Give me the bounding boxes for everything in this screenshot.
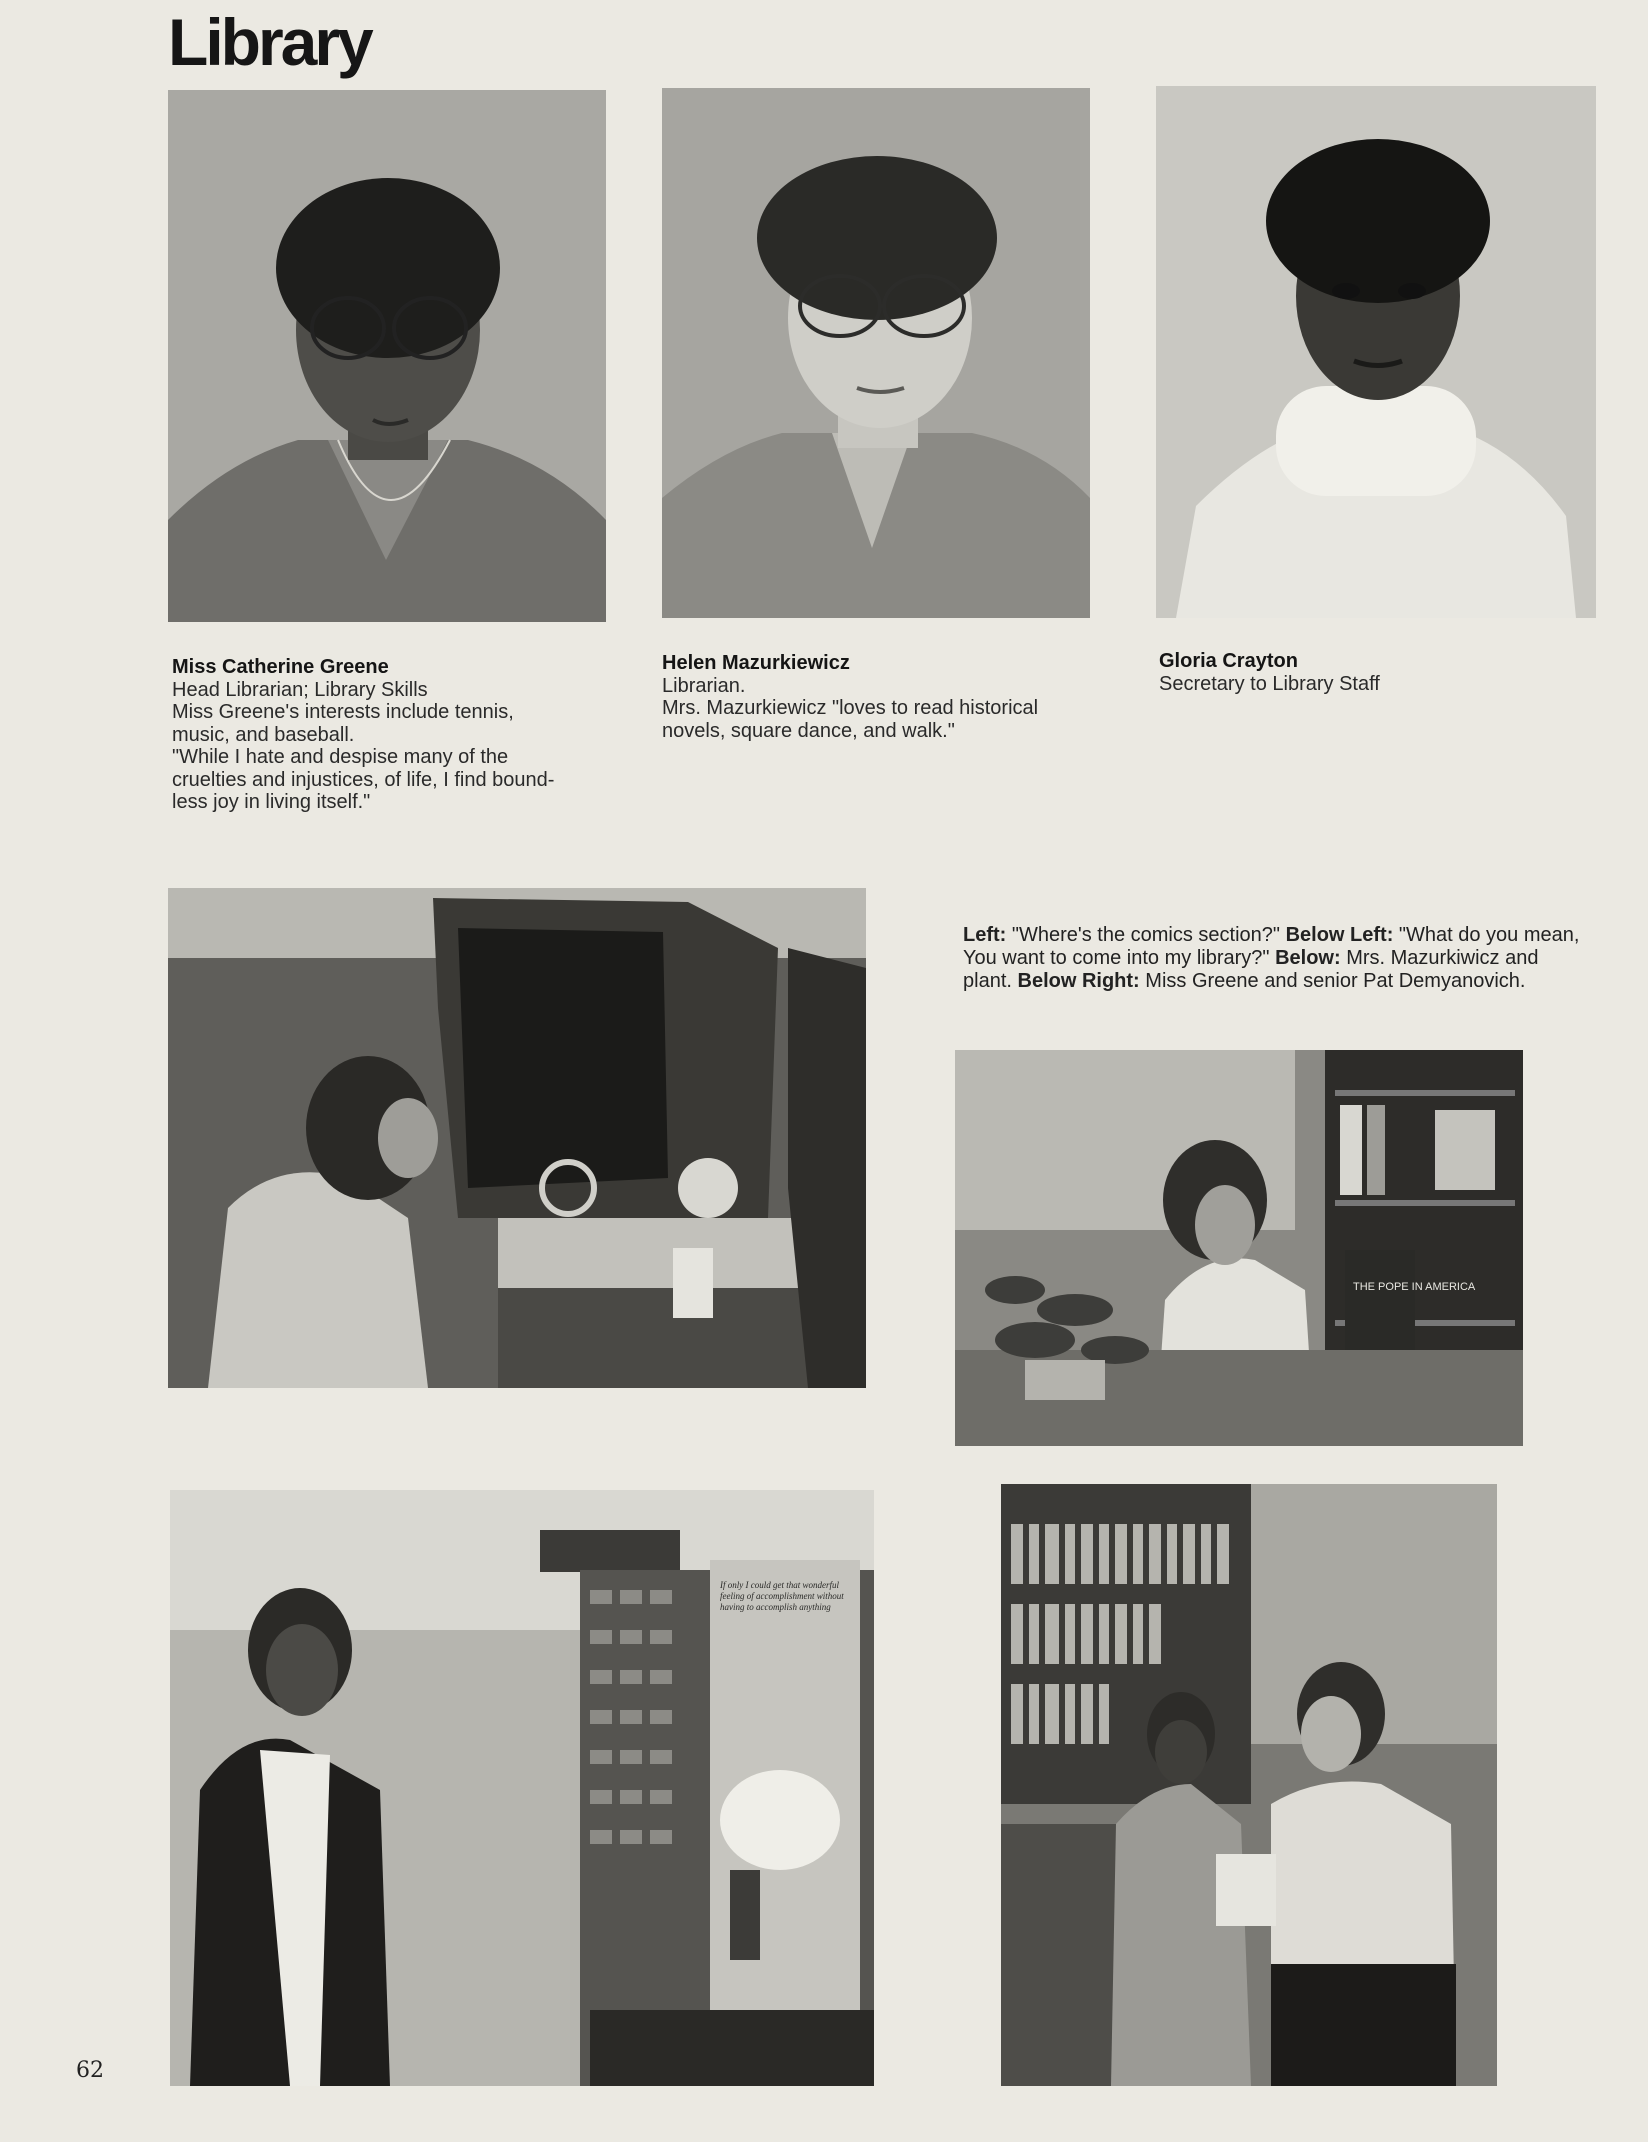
staff-caption-line: cruelties and injustices, of life, I find bound- [172, 768, 555, 791]
caption-text-below-left: "What do you mean, You want to come into my library?" [963, 924, 1580, 969]
portrait-photo-greene [168, 90, 606, 622]
caption-label-left: Left: [963, 924, 1007, 946]
staff-caption-line: Mrs. Mazurkiewicz "loves to read historical [662, 697, 1039, 719]
portrait-photo-mazurkiewicz [662, 88, 1090, 618]
staff-name: Helen Mazurkiewicz [662, 652, 850, 674]
staff-caption-line: less joy in living itself." [172, 791, 371, 813]
caption-text-left: "Where's the comics section?" [1011, 924, 1281, 946]
staff-caption-line: music, and baseball. [172, 723, 355, 746]
staff-caption-line: Librarian. [662, 674, 746, 697]
staff-caption-mazurkiewicz [662, 652, 1102, 742]
portrait-photo-crayton [1156, 86, 1596, 618]
book-cover-text: THE POPE IN AMERICA [1353, 1281, 1476, 1293]
staff-name: Miss Catherine Greene [172, 656, 389, 678]
staff-caption-line: novels, square dance, and walk." [662, 719, 955, 742]
caption-label-below-left: Below Left: [1285, 924, 1394, 946]
staff-caption-line: Head Librarian; Library Skills [172, 678, 428, 701]
staff-caption-crayton [1159, 650, 1599, 695]
candid-photo-greene-and-senior [1001, 1484, 1497, 2086]
staff-name: Gloria Crayton [1159, 650, 1298, 672]
poster-text: If only I could get that wonderful feeling of accomplishment without having to accomplish anything [720, 1580, 844, 1612]
candid-photo-plant [955, 1050, 1523, 1446]
page-number: 62 [76, 2058, 104, 2083]
candid-photo-microfilm-reader [168, 888, 866, 1388]
caption-label-below-right: Below Right: [1017, 970, 1140, 992]
caption-label-below: Below: [1275, 947, 1341, 969]
staff-caption-greene [172, 656, 612, 814]
photo-caption [963, 924, 1591, 993]
staff-caption-line: Miss Greene's interests include tennis, [172, 701, 514, 723]
page-title: Library [168, 5, 371, 79]
candid-photo-card-catalog [170, 1490, 874, 2086]
staff-caption-line: "While I hate and despise many of the [172, 746, 509, 768]
staff-caption-line: Secretary to Library Staff [1159, 672, 1380, 695]
caption-text-below-right: Miss Greene and senior Pat Demyanovich. [1145, 970, 1526, 992]
caption-text-below: Mrs. Mazurkiwicz and plant. [963, 947, 1539, 992]
